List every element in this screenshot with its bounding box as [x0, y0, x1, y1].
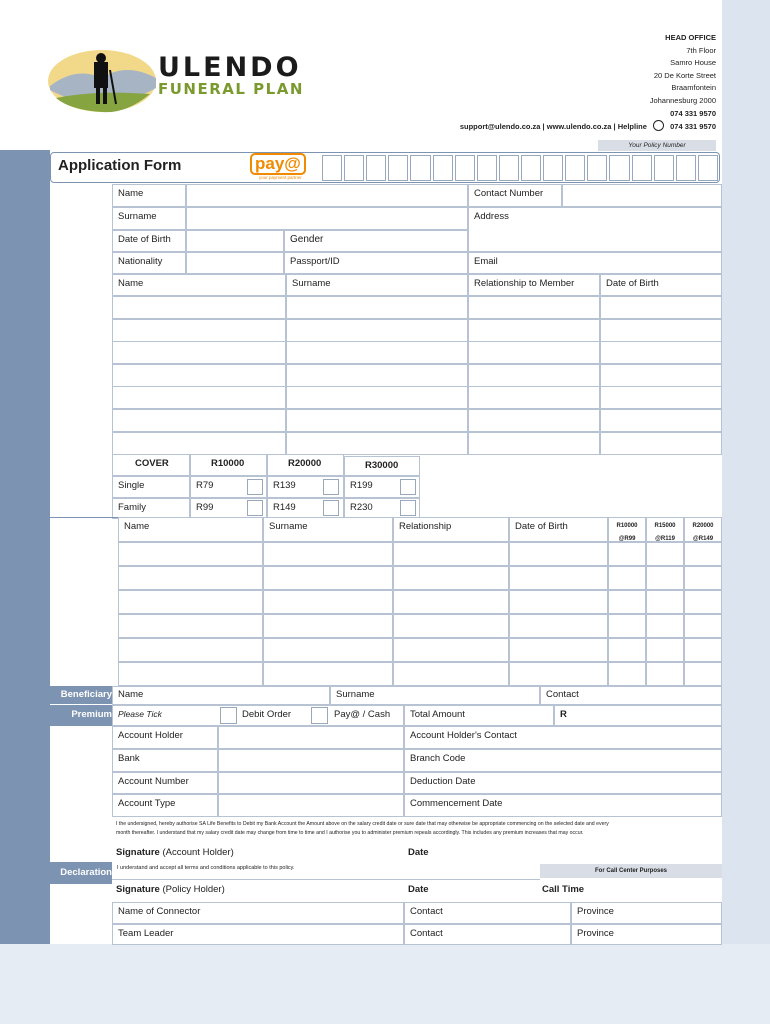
label: Family	[81, 279, 112, 290]
extended-cell[interactable]	[118, 662, 263, 686]
label: Extended	[69, 521, 112, 532]
extended-cell[interactable]	[263, 590, 393, 614]
section-connector-details	[0, 902, 112, 936]
section-declaration: Declaration	[60, 867, 112, 878]
main-name-label: Name	[112, 184, 186, 207]
extended-cell[interactable]	[684, 638, 722, 662]
connector-contact-field[interactable]	[404, 902, 571, 924]
family-cell[interactable]	[286, 341, 468, 364]
account-type-label: Account Type	[112, 794, 218, 817]
note: [Below the	[71, 588, 114, 598]
ext-tier-head	[646, 517, 684, 542]
extended-cell[interactable]	[608, 590, 646, 614]
payat-logo-sub: your payment partner	[259, 175, 302, 180]
main-dob-label: Date of Birth	[112, 230, 186, 252]
extended-cell[interactable]	[608, 638, 646, 662]
family-cell[interactable]	[112, 341, 286, 364]
family-cell[interactable]	[600, 386, 722, 409]
family-cell[interactable]	[112, 319, 286, 342]
account-number-label: Account Number	[112, 772, 218, 794]
office-phone: 074 331 9570	[670, 108, 716, 118]
family-cell[interactable]	[468, 386, 600, 409]
extended-cell[interactable]	[393, 566, 509, 590]
extended-cell[interactable]	[646, 566, 684, 590]
account-holder-field[interactable]	[218, 726, 404, 749]
leader-contact-label: Contact	[410, 928, 443, 939]
family-cell[interactable]	[468, 364, 600, 387]
family-cell[interactable]	[286, 319, 468, 342]
deduction-date-label: Deduction Date	[404, 772, 722, 794]
cover-price: R99	[190, 498, 267, 519]
debit-authorisation-text	[116, 820, 720, 838]
main-nationality-label: Nationality	[112, 252, 186, 274]
extended-cell[interactable]	[509, 638, 608, 662]
bank-field[interactable]	[218, 749, 404, 772]
extended-cell[interactable]	[263, 638, 393, 662]
debit-order-option: Debit Order	[242, 709, 292, 720]
extended-cell[interactable]	[118, 614, 263, 638]
brand-tagline: FUNERAL PLAN	[158, 80, 304, 98]
logo	[46, 48, 336, 114]
main-surname-field[interactable]	[186, 207, 468, 230]
tier-amount: R15000	[654, 523, 676, 529]
tier-amount: R20000	[692, 523, 714, 529]
auth-line: I the undersigned, hereby authorise SA Life Benefits to Debit my Bank Account the Amount above on the salary credit date or sure date that may otherwise be appropriate commencing on the selected date and every	[116, 821, 609, 827]
tier-price: @R149	[692, 536, 714, 542]
auth-line: month thereafter. I understand that my salary credit date may change from time to time and I authorise you to administer premium repeals accordingly. This includes any premium increases that may occur.	[116, 830, 584, 836]
extended-cell[interactable]	[608, 662, 646, 686]
extended-cell[interactable]	[608, 542, 646, 566]
family-cell[interactable]	[286, 386, 468, 409]
payat-logo	[250, 153, 320, 181]
bottom-band	[0, 944, 770, 1024]
label: Debit	[88, 730, 112, 741]
label: Family	[81, 538, 112, 549]
team-leader-label: Team Leader	[118, 928, 174, 939]
payat-logo-text: pay@	[250, 153, 306, 175]
account-number-field[interactable]	[218, 772, 404, 794]
declaration-date-label: Date	[408, 884, 429, 895]
right-margin-band	[722, 0, 770, 1024]
bank-label: Bank	[112, 749, 218, 772]
tier-amount: R10000	[616, 523, 638, 529]
family-col-relationship: Relationship to Member	[468, 274, 600, 296]
signature-rest: (Account Holder)	[159, 847, 234, 858]
label: Option	[81, 476, 112, 487]
main-address-label: Address	[474, 211, 509, 222]
beneficiary-contact-label: Contact	[546, 689, 579, 700]
currency-symbol: R	[560, 709, 567, 720]
extended-cell[interactable]	[684, 590, 722, 614]
total-amount-label: Total Amount	[404, 705, 554, 726]
cover-row-family: Family	[112, 498, 190, 519]
family-cell[interactable]	[112, 432, 286, 455]
beneficiary-name-field[interactable]	[112, 686, 330, 705]
premium-please-tick: Please Tick	[112, 705, 404, 726]
ext-col-dob: Date of Birth	[509, 517, 608, 542]
extended-cell[interactable]	[646, 614, 684, 638]
form-title: Application Form	[58, 157, 182, 174]
family-cell[interactable]	[112, 409, 286, 432]
whatsapp-icon	[653, 120, 664, 131]
family-cell[interactable]	[600, 319, 722, 342]
label: Details	[80, 221, 112, 232]
ext-col-name: Name	[118, 517, 263, 542]
label: Details	[80, 296, 112, 307]
office-heading: HEAD OFFICE	[665, 33, 716, 42]
extended-cell[interactable]	[608, 614, 646, 638]
label: Cover	[85, 459, 112, 470]
family-cell[interactable]	[600, 364, 722, 387]
extended-cell[interactable]	[646, 542, 684, 566]
office-line: 20 De Korte Street	[653, 70, 716, 80]
family-cell[interactable]	[600, 409, 722, 432]
connector-name-field[interactable]	[112, 902, 404, 924]
extended-cell[interactable]	[263, 566, 393, 590]
family-cell[interactable]	[468, 409, 600, 432]
main-passport-label: Passport/ID	[290, 256, 340, 267]
branch-code-label: Branch Code	[404, 749, 722, 772]
total-amount-field[interactable]	[554, 705, 722, 726]
commencement-date-label: Commencement Date	[404, 794, 722, 817]
label: Connector	[64, 905, 112, 916]
main-address-field[interactable]	[468, 207, 722, 252]
family-cell[interactable]	[286, 296, 468, 319]
family-col-surname: Surname	[286, 274, 468, 296]
extended-cell[interactable]	[684, 566, 722, 590]
cover-checkbox[interactable]	[323, 479, 339, 495]
signature-rest: (Policy Holder)	[159, 884, 225, 895]
family-cell[interactable]	[286, 409, 468, 432]
cover-head-r30000: R30000	[344, 456, 420, 476]
extended-cell[interactable]	[684, 614, 722, 638]
extended-cell[interactable]	[263, 542, 393, 566]
account-holder-signature[interactable]	[116, 847, 234, 858]
cover-head-cover: COVER	[112, 454, 190, 476]
account-type-field[interactable]	[218, 794, 404, 817]
extended-cell[interactable]	[684, 662, 722, 686]
logo-emblem-icon	[46, 48, 156, 114]
main-name-field[interactable]	[186, 184, 468, 207]
main-email-field[interactable]	[468, 252, 722, 274]
extended-cell[interactable]	[263, 614, 393, 638]
extended-cell[interactable]	[608, 566, 646, 590]
family-cell[interactable]	[286, 364, 468, 387]
ext-tier-head	[684, 517, 722, 542]
family-cell[interactable]	[600, 341, 722, 364]
note: age of 65]	[73, 599, 114, 609]
ext-tier-head	[608, 517, 646, 542]
signature-bold: Signature	[116, 847, 160, 858]
family-col-name: Name	[112, 274, 286, 296]
call-time-label: Call Time	[542, 884, 585, 895]
label: Order	[86, 747, 112, 758]
family-cell[interactable]	[286, 432, 468, 455]
extended-cell[interactable]	[646, 638, 684, 662]
beneficiary-contact-field[interactable]	[540, 686, 722, 705]
main-dob-field[interactable]	[186, 230, 284, 252]
payat-cash-checkbox[interactable]	[311, 707, 328, 724]
ext-col-surname: Surname	[263, 517, 393, 542]
cover-price: R199	[344, 476, 420, 498]
extended-cell[interactable]	[118, 542, 263, 566]
policy-holder-signature[interactable]	[116, 884, 225, 895]
family-cell[interactable]	[468, 432, 600, 455]
section-cover-option	[0, 456, 112, 490]
extended-cell[interactable]	[393, 542, 509, 566]
office-line: Braamfontein	[671, 83, 716, 93]
family-cell[interactable]	[600, 432, 722, 455]
main-passport-field[interactable]	[284, 252, 468, 274]
beneficiary-surname-field[interactable]	[330, 686, 540, 705]
call-center-banner: For Call Center Purposes	[540, 864, 722, 878]
leader-province-label: Province	[577, 928, 614, 939]
extended-cell[interactable]	[118, 566, 263, 590]
extended-cell[interactable]	[118, 638, 263, 662]
family-cell[interactable]	[112, 386, 286, 409]
section-family-details	[0, 276, 112, 310]
cover-checkbox[interactable]	[247, 500, 263, 516]
section-premium: Premium	[71, 709, 112, 720]
office-line: 7th Floor	[686, 45, 716, 55]
policy-number-label: Your Policy Number	[598, 140, 716, 151]
family-cell[interactable]	[112, 296, 286, 319]
main-gender-label: Gender	[290, 234, 324, 245]
signature-bold: Signature	[116, 884, 160, 895]
family-cell[interactable]	[112, 364, 286, 387]
office-contact-text: support@ulendo.co.za | www.ulendo.co.za | Helpline	[459, 122, 647, 132]
section-main-member	[0, 184, 112, 235]
main-contact-label: Contact Number	[468, 184, 562, 207]
account-holder-label: Account Holder	[112, 726, 218, 749]
extended-cell[interactable]	[509, 590, 608, 614]
family-col-dob: Date of Birth	[600, 274, 722, 296]
extended-cell[interactable]	[118, 590, 263, 614]
tier-price: @R99	[618, 536, 636, 542]
cover-checkbox[interactable]	[247, 479, 263, 495]
policy-number-boxes[interactable]	[322, 155, 718, 181]
family-cell[interactable]	[468, 319, 600, 342]
section-debit-order	[0, 727, 112, 761]
office-line: Samro House	[670, 58, 716, 68]
team-leader-field[interactable]	[112, 924, 404, 945]
debit-date-label: Date	[408, 847, 429, 858]
extended-cell[interactable]	[509, 566, 608, 590]
main-email-label: Email	[474, 256, 498, 267]
connector-province-label: Province	[577, 906, 614, 917]
main-nationality-field[interactable]	[186, 252, 284, 274]
extended-cell[interactable]	[393, 662, 509, 686]
holder-contact-label: Account Holder's Contact	[404, 726, 722, 749]
cover-checkbox[interactable]	[323, 500, 339, 516]
leader-province-field[interactable]	[571, 924, 722, 945]
label: Main	[90, 187, 112, 198]
label: Details	[80, 922, 112, 933]
beneficiary-surname-label: Surname	[336, 689, 375, 700]
office-contact-line	[460, 120, 716, 134]
main-surname-label: Surname	[112, 207, 186, 230]
extended-cell[interactable]	[509, 542, 608, 566]
cover-checkbox[interactable]	[400, 500, 416, 516]
brand-name: ULENDO	[158, 52, 302, 83]
cover-price: R149	[267, 498, 344, 519]
extended-cell[interactable]	[393, 590, 509, 614]
office-line: Johannesburg 2000	[649, 95, 716, 105]
cover-checkbox[interactable]	[400, 479, 416, 495]
cover-price: R139	[267, 476, 344, 498]
declaration-text: I understand and accept all terms and conditions applicable to this policy.	[112, 864, 540, 880]
connector-contact-label: Contact	[410, 906, 443, 917]
tier-price: @R119	[655, 536, 675, 542]
extended-cell[interactable]	[646, 662, 684, 686]
payat-cash-option: Pay@ / Cash	[334, 709, 391, 720]
cover-head-r20000: R20000	[267, 454, 344, 476]
family-cell[interactable]	[468, 341, 600, 364]
cover-price: R230	[344, 498, 420, 519]
section-beneficiary: Beneficiary	[60, 689, 112, 700]
cover-price: R79	[190, 476, 267, 498]
connector-province-field[interactable]	[571, 902, 722, 924]
cover-head-r10000: R10000	[190, 454, 267, 476]
connector-name-label: Name of Connector	[118, 906, 201, 917]
extended-cell[interactable]	[509, 614, 608, 638]
family-cell[interactable]	[600, 296, 722, 319]
extended-cell[interactable]	[646, 590, 684, 614]
extended-cell[interactable]	[684, 542, 722, 566]
extended-cell[interactable]	[509, 662, 608, 686]
extended-cell[interactable]	[393, 638, 509, 662]
leader-contact-field[interactable]	[404, 924, 571, 945]
label: Member	[75, 204, 112, 215]
extended-age-note	[48, 588, 114, 610]
main-contact-field[interactable]	[562, 184, 722, 207]
section-extended-family	[0, 518, 112, 552]
office-address	[460, 32, 716, 134]
helpline-number: 074 331 9570	[670, 122, 716, 132]
ext-col-relationship: Relationship	[393, 517, 509, 542]
extended-cell[interactable]	[263, 662, 393, 686]
family-cell[interactable]	[468, 296, 600, 319]
cover-row-single: Single	[112, 476, 190, 498]
main-gender-field[interactable]	[284, 230, 468, 252]
debit-order-checkbox[interactable]	[220, 707, 237, 724]
beneficiary-name-label: Name	[118, 689, 144, 700]
extended-cell[interactable]	[393, 614, 509, 638]
